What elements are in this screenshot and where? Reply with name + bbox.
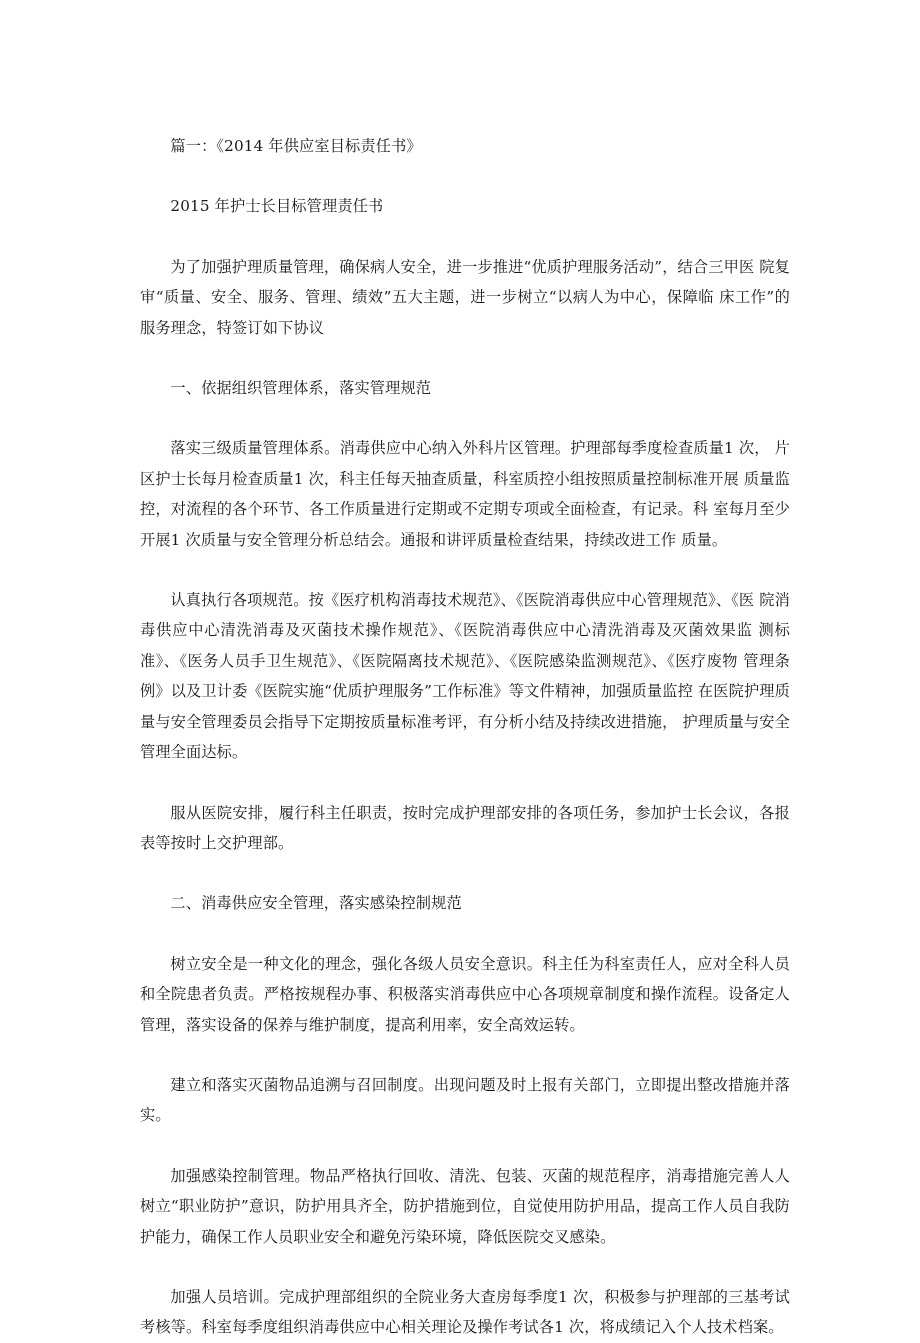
- document-title: 2015 年护士长目标管理责任书: [170, 197, 384, 216]
- block-gap: [140, 858, 790, 888]
- section-1-paragraph-2: 认真执行各项规范。按《医疗机构消毒技术规范》、《医院消毒供应中心管理规范》、《医 院消毒供应中心清洗消毒及灭菌技术操作规范》、《医院消毒供应中心清洗消毒及灭菌效果监 测标准》、《医务人员手卫生规范》、《医院隔离技术规范》、《医院感染监测规范》、《医疗废物 管理条例》以及卫计委《医院实施“优质护理服务”工作标准》等文件精神，加强质量监控 在医院护理质量与安全管理委员会指导下定期按质量标准考评，有分析小结及持续改进措施， 护理质量与安全管理全面达标。: [140, 591, 790, 762]
- block-gap: [140, 1040, 790, 1070]
- block-gap: [140, 1131, 790, 1161]
- block-gap: [140, 343, 790, 373]
- block-gap: [140, 919, 790, 949]
- block-gap: [140, 403, 790, 433]
- block-gap: [140, 1252, 790, 1282]
- section-1-heading: 一、依据组织管理体系，落实管理规范: [170, 379, 432, 398]
- text-column: [140, 0, 790, 1343]
- section-2-paragraph-4: 加强人员培训。完成护理部组织的全院业务大查房每季度1 次，积极参与护理部的三基考试考核等。科室每季度组织消毒供应中心相关理论及操作考试各1 次，将成绩记入个人技术档案。: [140, 1287, 790, 1337]
- block-gap: [140, 161, 790, 191]
- top-margin-spacer: [140, 0, 790, 131]
- preamble-paragraph: 为了加强护理质量管理，确保病人安全，进一步推进“优质护理服务活动”，结合三甲医 院复审“质量、安全、服务、管理、绩效”五大主题，进一步树立“以病人为中心，保障临 床工作”的服务理念，特签订如下协议: [140, 257, 790, 337]
- section-2-paragraph-3: 加强感染控制管理。物品严格执行回收、清洗、包装、灭菌的规范程序，消毒措施完善人人树立“职业防护”意识，防护用具齐全，防护措施到位，自觉使用防护用品，提高工作人员自我防护能力，确保工作人员职业安全和避免污染环境，降低医院交叉感染。: [140, 1166, 790, 1246]
- block-gap: [140, 555, 790, 585]
- section-2-heading: 二、消毒供应安全管理，落实感染控制规范: [170, 894, 462, 913]
- block-gap: [140, 222, 790, 252]
- section-2-paragraph-1: 树立安全是一种文化的理念，强化各级人员安全意识。科主任为科室责任人，应对全科人员和全院患者负责。严格按规程办事、积极落实消毒供应中心各项规章制度和操作流程。设备定人管理，落实设备的保养与维护制度，提高利用率，安全高效运转。: [140, 954, 790, 1034]
- section-1-paragraph-3: 服从医院安排，履行科主任职责，按时完成护理部安排的各项任务，参加护士长会议，各报表等按时上交护理部。: [140, 803, 790, 852]
- section-2-paragraph-2: 建立和落实灭菌物品追溯与召回制度。出现问题及时上报有关部门，立即提出整改措施并落实。: [140, 1075, 790, 1125]
- section-1-paragraph-1: 落实三级质量管理体系。消毒供应中心纳入外科片区管理。护理部每季度检查质量1 次， 片区护士长每月检查质量1 次，科主任每天抽查质量，科室质控小组按照质量控制标准开展 质量监控，对流程的各个环节、各工作质量进行定期或不定期专项或全面检查，有记录。科 室每月至少开展1 次质量与安全管理分析总结会。通报和讲评质量检查结果，持续改进工作 质量。: [140, 439, 790, 549]
- block-gap: [140, 768, 790, 798]
- source-reference-line: 篇一：《2014 年供应室目标责任书》: [170, 137, 422, 155]
